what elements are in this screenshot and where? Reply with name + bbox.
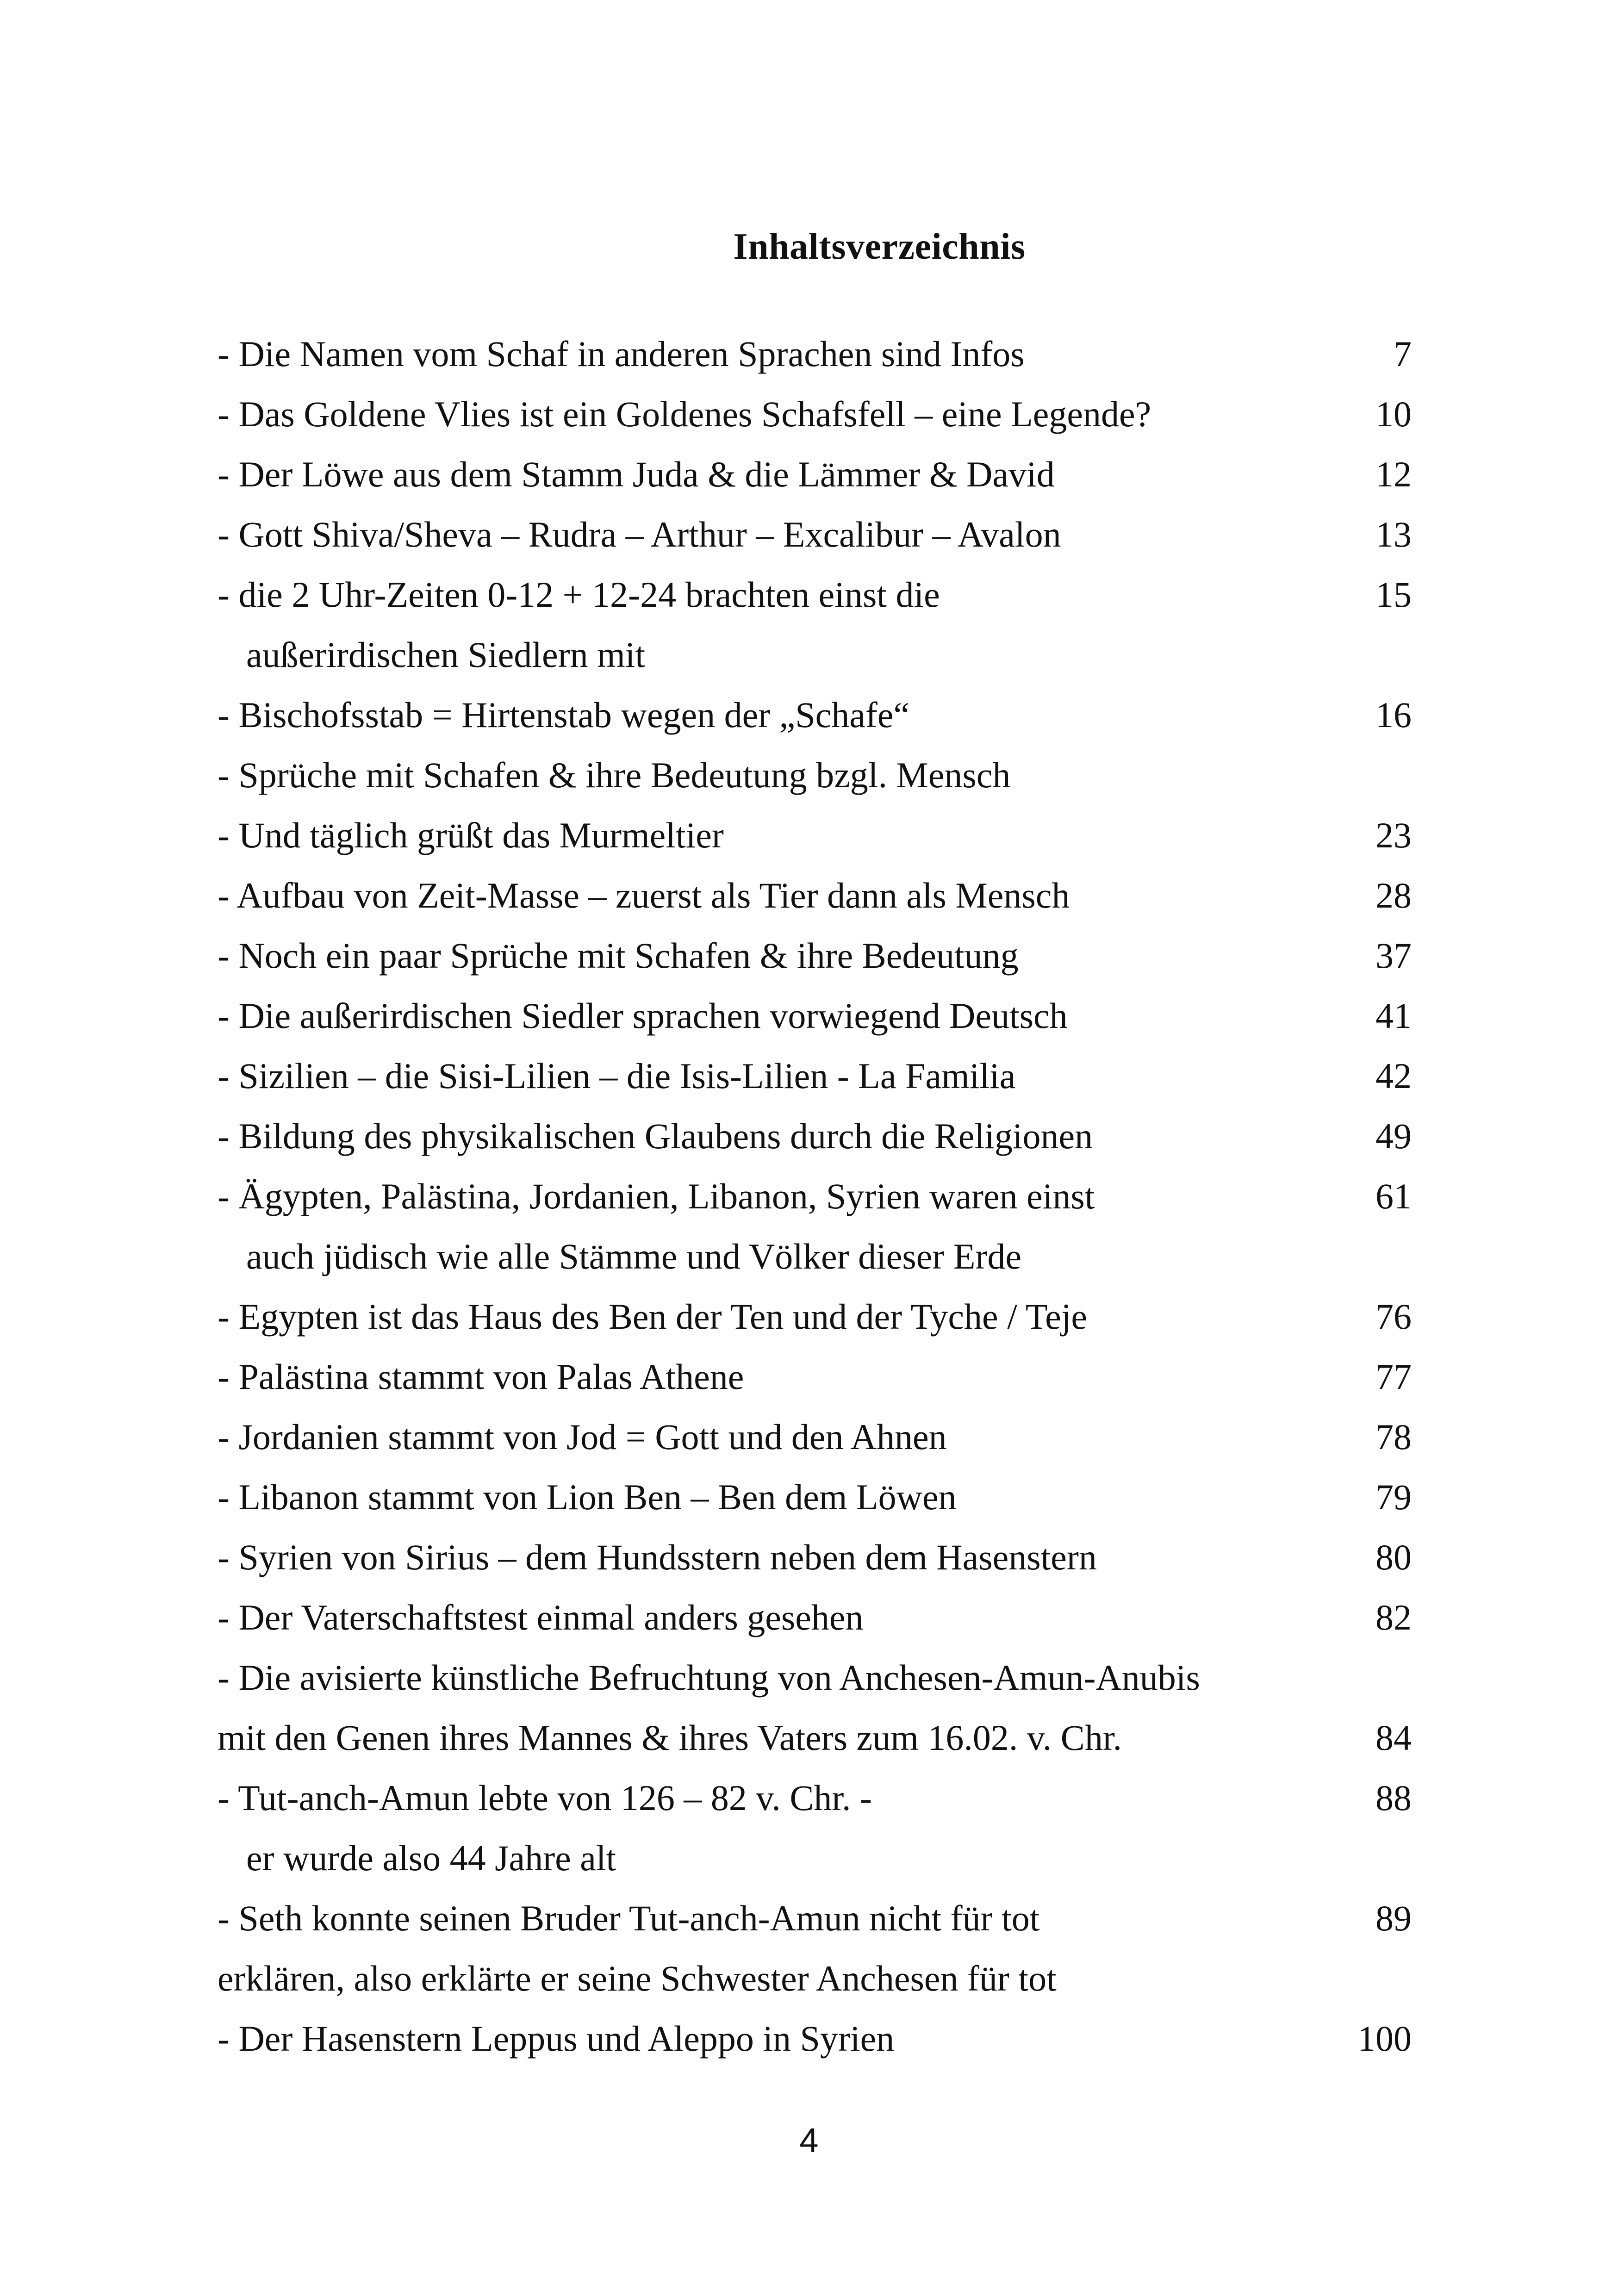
toc-entry-page: 12 bbox=[1375, 454, 1412, 494]
toc-line bbox=[218, 745, 1412, 805]
toc-entry bbox=[218, 926, 1412, 986]
toc-entry-title: auch jüdisch wie alle Stämme und Völker dieser Erde bbox=[246, 1236, 1022, 1276]
toc-entry bbox=[218, 324, 1412, 384]
toc-entry-page: 16 bbox=[1375, 695, 1412, 735]
toc-entry-page: 79 bbox=[1375, 1477, 1412, 1517]
toc-entry-page: 28 bbox=[1375, 875, 1412, 915]
toc-entry bbox=[218, 1407, 1412, 1467]
toc-entry-page: 76 bbox=[1375, 1296, 1412, 1337]
toc-entry bbox=[218, 504, 1412, 565]
toc-entry bbox=[218, 1046, 1412, 1106]
toc-entry-title: - Der Hasenstern Leppus und Aleppo in Syrien bbox=[218, 2018, 895, 2059]
toc-entry bbox=[218, 1768, 1412, 1888]
toc-entry-page: 10 bbox=[1375, 394, 1412, 434]
toc-line bbox=[218, 685, 1412, 745]
toc-entry bbox=[218, 1166, 1412, 1287]
toc-line bbox=[218, 1768, 1412, 1828]
toc-entry-title: - Gott Shiva/Sheva – Rudra – Arthur – Excalibur – Avalon bbox=[218, 514, 1061, 554]
toc-entry-title: - Die avisierte künstliche Befruchtung von Anchesen-Amun-Anubis bbox=[218, 1657, 1200, 1698]
toc-entry-title: - Bildung des physikalischen Glaubens durch die Religionen bbox=[218, 1116, 1093, 1156]
toc-entry-page: 61 bbox=[1375, 1176, 1412, 1216]
toc-line bbox=[218, 805, 1412, 865]
toc-entry-page: 23 bbox=[1375, 815, 1412, 855]
toc-line bbox=[218, 1287, 1412, 1347]
toc-line bbox=[218, 1226, 1412, 1287]
toc-entry-page: 78 bbox=[1375, 1417, 1412, 1457]
page-title: Inhaltsverzeichnis bbox=[733, 226, 1026, 267]
toc-entry bbox=[218, 1527, 1412, 1587]
toc-line bbox=[218, 1166, 1412, 1226]
toc-line bbox=[218, 865, 1412, 926]
toc-entry-title: - Syrien von Sirius – dem Hundsstern neben dem Hasenstern bbox=[218, 1537, 1097, 1577]
toc-entry bbox=[218, 865, 1412, 926]
toc-line bbox=[218, 504, 1412, 565]
toc-entry-page: 82 bbox=[1375, 1597, 1412, 1637]
toc-line bbox=[218, 926, 1412, 986]
toc-line bbox=[218, 625, 1412, 685]
toc-entry-page: 100 bbox=[1357, 2018, 1412, 2059]
toc-entry-title: - Seth konnte seinen Bruder Tut-anch-Amun nicht für tot bbox=[218, 1898, 1040, 1938]
toc-entry bbox=[218, 1287, 1412, 1347]
toc-entry-title: - Ägypten, Palästina, Jordanien, Libanon, Syrien waren einst bbox=[218, 1176, 1095, 1216]
toc-entry-title: - Sprüche mit Schafen & ihre Bedeutung bzgl. Mensch bbox=[218, 755, 1011, 795]
toc-entry bbox=[218, 384, 1412, 444]
toc-line bbox=[218, 1106, 1412, 1166]
toc-line bbox=[218, 1888, 1412, 1948]
toc-entry-title: - Bischofsstab = Hirtenstab wegen der „Schafe“ bbox=[218, 695, 910, 735]
toc-entry bbox=[218, 685, 1412, 745]
toc-entry bbox=[218, 745, 1412, 805]
toc-entry-page: 15 bbox=[1375, 574, 1412, 615]
toc-entry-page: 88 bbox=[1375, 1778, 1412, 1818]
toc-entry-title: - Der Löwe aus dem Stamm Juda & die Lämmer & David bbox=[218, 454, 1055, 494]
toc-entry-title: - Die außerirdischen Siedler sprachen vorwiegend Deutsch bbox=[218, 996, 1068, 1036]
toc-entry-page: 7 bbox=[1394, 334, 1412, 374]
toc-line bbox=[218, 1527, 1412, 1587]
toc-entry bbox=[218, 1888, 1412, 2009]
toc-line bbox=[218, 1648, 1412, 1708]
toc-line bbox=[218, 1948, 1412, 2009]
toc-entry-title: - Jordanien stammt von Jod = Gott und den Ahnen bbox=[218, 1417, 947, 1457]
toc-entry bbox=[218, 565, 1412, 685]
toc-line bbox=[218, 444, 1412, 504]
toc-entry-title: - Palästina stammt von Palas Athene bbox=[218, 1356, 744, 1397]
toc-entry-title: - die 2 Uhr-Zeiten 0-12 + 12-24 brachten einst die bbox=[218, 574, 940, 615]
toc-entry bbox=[218, 1347, 1412, 1407]
toc-line bbox=[218, 986, 1412, 1046]
toc-line bbox=[218, 1046, 1412, 1106]
toc-entry-page: 49 bbox=[1375, 1116, 1412, 1156]
page-number: 4 bbox=[799, 2121, 819, 2159]
toc-line bbox=[218, 1828, 1412, 1888]
toc-entry-title: - Egypten ist das Haus des Ben der Ten und der Tyche / Teje bbox=[218, 1296, 1088, 1337]
toc-entry bbox=[218, 2009, 1412, 2069]
toc-entry bbox=[218, 1648, 1412, 1768]
toc-entry-title: - Die Namen vom Schaf in anderen Sprachen sind Infos bbox=[218, 334, 1025, 374]
toc-line bbox=[218, 1708, 1412, 1768]
toc-entry-title: - Noch ein paar Sprüche mit Schafen & ihre Bedeutung bbox=[218, 935, 1019, 976]
toc-line bbox=[218, 1347, 1412, 1407]
toc-entry-page: 42 bbox=[1375, 1056, 1412, 1096]
toc-entry bbox=[218, 1467, 1412, 1527]
toc-line bbox=[218, 1467, 1412, 1527]
toc-entry-title: mit den Genen ihres Mannes & ihres Vaters zum 16.02. v. Chr. bbox=[218, 1717, 1122, 1758]
toc-line bbox=[218, 384, 1412, 444]
toc-line bbox=[218, 1407, 1412, 1467]
toc-entry bbox=[218, 986, 1412, 1046]
toc-line bbox=[218, 565, 1412, 625]
toc-entry-title: - Tut-anch-Amun lebte von 126 – 82 v. Chr. - bbox=[218, 1778, 872, 1818]
toc-entry-title: außerirdischen Siedlern mit bbox=[246, 635, 646, 675]
toc-entry-title: er wurde also 44 Jahre alt bbox=[246, 1838, 616, 1878]
toc-entry-page: 37 bbox=[1375, 935, 1412, 976]
toc-entry-title: - Der Vaterschaftstest einmal anders gesehen bbox=[218, 1597, 864, 1637]
toc-entry-page: 77 bbox=[1375, 1356, 1412, 1397]
toc-entry bbox=[218, 1106, 1412, 1166]
toc-entry-title: - Das Goldene Vlies ist ein Goldenes Schafsfell – eine Legende? bbox=[218, 394, 1151, 434]
toc-entry-page: 80 bbox=[1375, 1537, 1412, 1577]
toc-entry-page: 89 bbox=[1375, 1898, 1412, 1938]
toc-entry-page: 41 bbox=[1375, 996, 1412, 1036]
table-of-contents bbox=[218, 324, 1412, 2069]
toc-entry-page: 13 bbox=[1375, 514, 1412, 554]
toc-line bbox=[218, 324, 1412, 384]
toc-entry-title: - Sizilien – die Sisi-Lilien – die Isis-Lilien - La Familia bbox=[218, 1056, 1016, 1096]
toc-entry-title: - Aufbau von Zeit-Masse – zuerst als Tier dann als Mensch bbox=[218, 875, 1070, 915]
toc-entry-page: 84 bbox=[1375, 1717, 1412, 1758]
toc-entry-title: - Und täglich grüßt das Murmeltier bbox=[218, 815, 724, 855]
toc-entry-title: - Libanon stammt von Lion Ben – Ben dem Löwen bbox=[218, 1477, 957, 1517]
toc-entry-title: erklären, also erklärte er seine Schwester Anchesen für tot bbox=[218, 1958, 1057, 1998]
toc-entry bbox=[218, 805, 1412, 865]
toc-entry bbox=[218, 444, 1412, 504]
toc-entry bbox=[218, 1587, 1412, 1648]
toc-line bbox=[218, 2009, 1412, 2069]
toc-line bbox=[218, 1587, 1412, 1648]
